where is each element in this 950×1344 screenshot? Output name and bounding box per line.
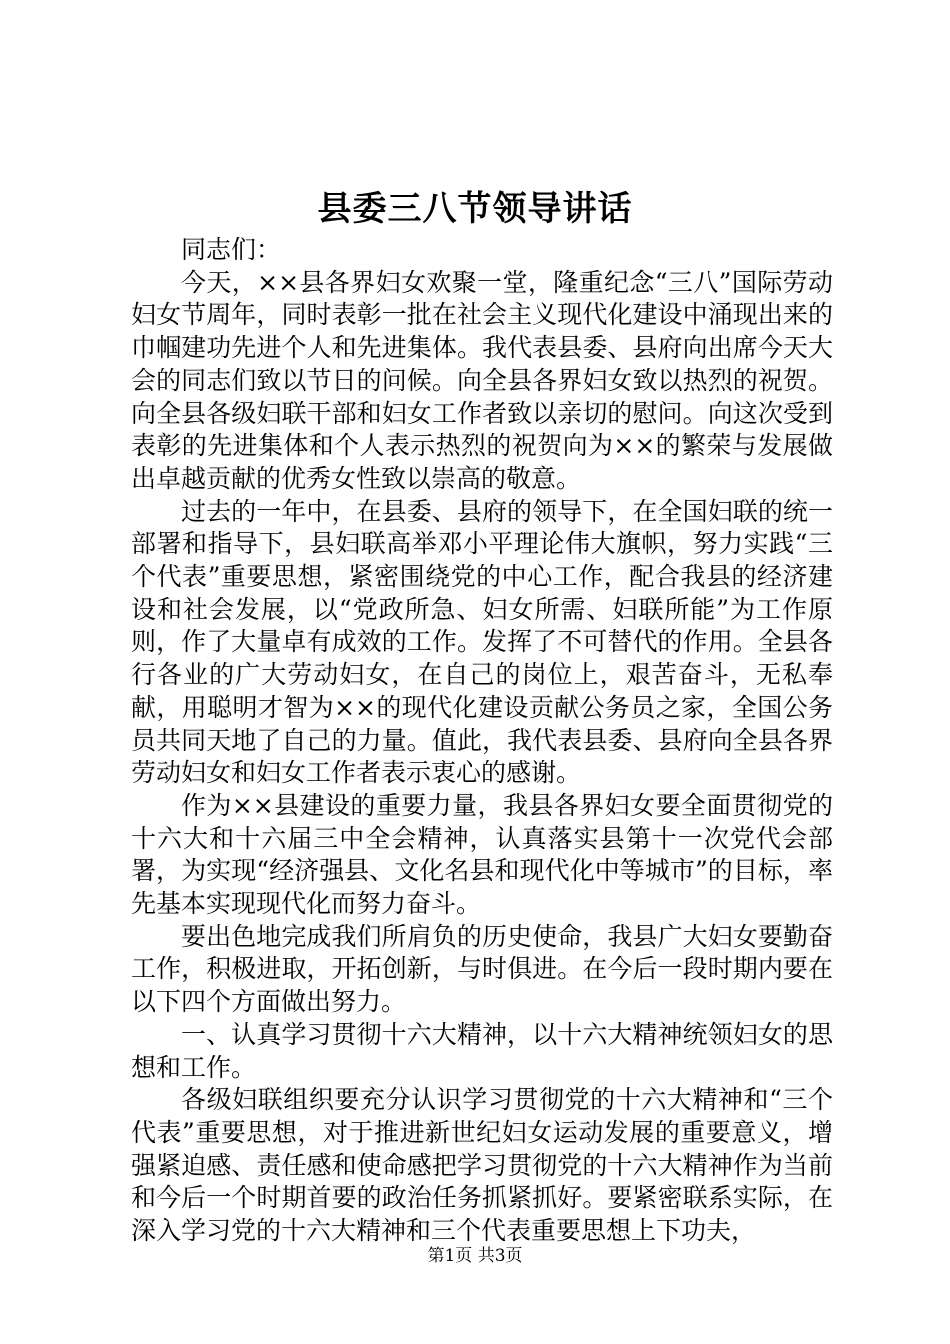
body-paragraph: 各级妇联组织要充分认识学习贯彻党的十六大精神和“三个代表”重要思想，对于推进新世纪妇女运动发展的重要意义，增强紧迫感、责任感和使命感把学习贯彻党的十六大精神作为当前和今后一个时期首要的政治任务抓紧抓好。要紧密联系实际，在深入学习党的十六大精神和三个代表重要思想上下功夫， <box>131 1085 833 1246</box>
document-body <box>131 234 833 1248</box>
page-footer: 第1页 共3页 <box>427 1246 523 1266</box>
body-paragraph: 今天，××县各界妇女欢聚一堂，隆重纪念“三八”国际劳动妇女节周年，同时表彰一批在社会主义现代化建设中涌现出来的巾帼建功先进个人和先进集体。我代表县委、县府向出席今天大会的同志们致以节日的问候。向全县各界妇女致以热烈的祝贺。向全县各级妇联干部和妇女工作者致以亲切的慰问。向这次受到表彰的先进集体和个人表示热烈的祝贺向为××的繁荣与发展做出卓越贡献的优秀女性致以崇高的敬意。 <box>131 267 833 493</box>
body-paragraph: 过去的一年中，在县委、县府的领导下，在全国妇联的统一部署和指导下，县妇联高举邓小平理论伟大旗帜，努力实践“三个代表”重要思想，紧密围绕党的中心工作，配合我县的经济建设和社会发展，以“党政所急、妇女所需、妇联所能”为工作原则，作了大量卓有成效的工作。发挥了不可替代的作用。全县各行各业的广大劳动妇女，在自己的岗位上，艰苦奋斗，无私奉献，用聪明才智为××的现代化建设贡献公务员之家，全国公务员共同天地了自己的力量。值此，我代表县委、县府向全县各界劳动妇女和妇女工作者表示衷心的感谢。 <box>131 496 833 788</box>
document-title: 县委三八节领导讲话 <box>317 189 633 229</box>
section-heading-paragraph: 一、认真学习贯彻十六大精神，以十六大精神统领妇女的思想和工作。 <box>131 1019 833 1082</box>
body-paragraph: 作为××县建设的重要力量，我县各界妇女要全面贯彻党的十六大和十六届三中全会精神，认真落实县第十一次党代会部署，为实现“经济强县、文化名县和现代化中等城市”的目标，率先基本实现现代化而努力奋斗。 <box>131 790 833 919</box>
body-paragraph: 要出色地完成我们所肩负的历史使命，我县广大妇女要勤奋工作，积极进取，开拓创新，与时俱进。在今后一段时期内要在以下四个方面做出努力。 <box>131 921 833 1017</box>
salutation-paragraph: 同志们： <box>181 235 282 264</box>
